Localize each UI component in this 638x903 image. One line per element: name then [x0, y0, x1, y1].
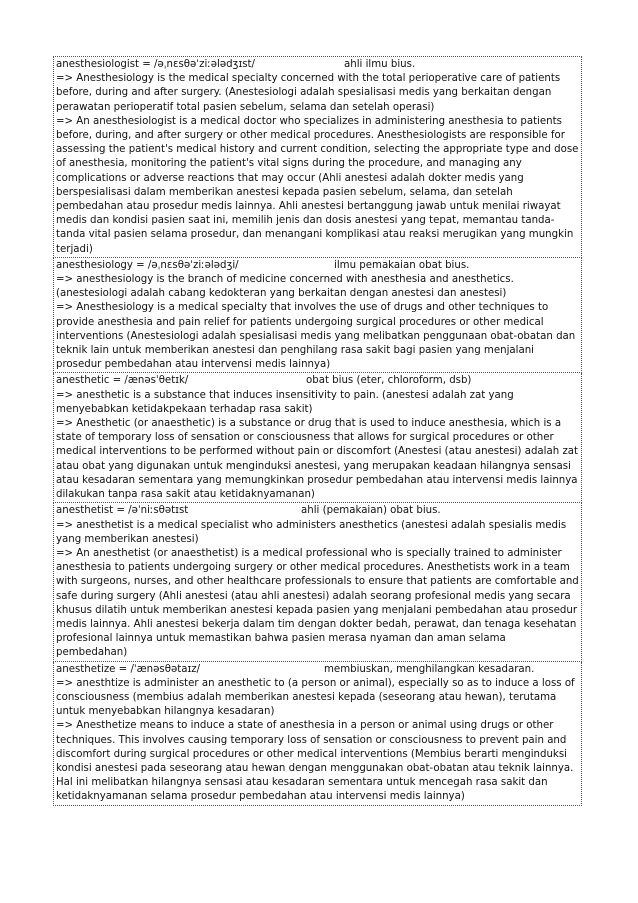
entry-definition: => Anesthesiology is the medical specialty concerned with the total perioperative care of patients before, during and after surgery. (Anestesiologi adalah spesialisasi medis yang berkaitan dengan perawatan perioperatif total pasien sebelum, selama dan setelah operasi) — [56, 73, 561, 113]
entry-meaning: ahli ilmu bius. — [344, 59, 416, 70]
entry-headline — [56, 504, 579, 518]
entry-explanation: => An anesthetist (or anaesthetist) is a medical professional who is specially trained to administer anesthesia to patients undergoing surgery or other medical procedures. Anesthetists work in a team with surgeons, nurses, and other healthcare professionals to ensure that patients are comfortable and safe during surgery (Ahli anestesi (atau ahli anestesi) adalah seorang profesional medis yang secara khusus dilatih untuk memberikan anestesi kepada pasien yang menjalani pembedahan atau prosedur medis lainnya. Ahli anestesi bekerja dalam tim dengan dokter bedah, perawat, dan tenaga kesehatan profesional lainnya untuk memastikan bahwa pasien merasa nyaman dan aman selama pembedahan) — [56, 547, 579, 659]
entry-meaning: ahli (pemakaian) obat bius. — [301, 505, 441, 517]
entry-meaning: membiuskan, menghilangkan kesadaran. — [324, 663, 535, 675]
entry-explanation: => Anesthetize means to induce a state of anesthesia in a person or animal using drugs or other techniques. This involves causing temporary loss of sensation or consciousness to prevent pain and discomfort during surgical procedures or other medical interventions (Membius berarti menginduksi kondisi anestesi pada seseorang atau hewan dengan menggunakan obat-obatan atau teknik lainnya. Hal ini melibatkan hilangnya sensasi atau kesadaran sementara untuk mencegah rasa sakit dan ketidaknyamanan selama prosedur pembedahan atau intervensi medis lainnya) — [56, 720, 574, 803]
entry-definition: => anesthetic is a substance that induces insensitivity to pain. (anestesi adalah zat yang menyebabkan ketidakpekaan terhadap rasa sakit) — [56, 389, 514, 415]
dictionary-page — [53, 56, 582, 806]
entry-headword: anesthesiologist = /əˌnɛsθəˈziːələdʒɪst/ — [56, 59, 255, 70]
entry-headword: anesthetist = /əˈniːsθətɪst — [56, 505, 189, 517]
dictionary-entry — [53, 662, 582, 806]
dictionary-entry — [53, 56, 582, 258]
entry-meaning: obat bius (eter, chloroform, dsb) — [306, 375, 472, 387]
dictionary-entry — [53, 503, 582, 661]
entry-headword: anesthetize = /ˈænəsθətaɪz/ — [56, 663, 201, 675]
entry-explanation: => Anesthetic (or anaesthetic) is a substance or drug that is used to induce anesthesia, which is a state of temporary loss of sensation or consciousness that allows for surgical procedures or other medical interventions to be performed without pain or discomfort (Anestesi (atau anestesi) adalah zat atau obat yang digunakan untuk menginduksi anestesi, yang merupakan keadaan hilangnya sensasi atau kesadaran sementara yang memungkinkan prosedur pembedahan atau intervensi medis lainnya dilakukan tanpa rasa sakit atau ketidaknyamanan) — [56, 418, 579, 501]
dictionary-entry — [53, 258, 582, 374]
entry-headline — [56, 58, 579, 72]
dictionary-entry — [53, 373, 582, 503]
entry-meaning: ilmu pemakaian obat bius. — [334, 259, 470, 271]
entry-definition: => anesthesiology is the branch of medicine concerned with anesthesia and anesthetics. (anestesiologi adalah cabang kedokteran yang berkaitan dengan anestesi dan anestesi) — [56, 274, 514, 300]
entry-explanation: => Anesthesiology is a medical specialty that involves the use of drugs and other techniques to provide anesthesia and pain relief for patients undergoing surgical procedures or other medical interventions (Anestesiologi adalah spesialisasi medis yang melibatkan penggunaan obat-obatan dan teknik lain untuk memberikan anestesi dan penghilang rasa sakit bagi pasien yang menjalani prosedur pembedahan atau intervensi medis lainnya) — [56, 302, 576, 371]
entry-headword: anesthesiology = /əˌnɛsθəˈziːələdʒi/ — [56, 259, 239, 271]
entry-headword: anesthetic = /ænəsˈθetɪk/ — [56, 375, 189, 387]
entry-definition: => anesthtize is administer an anesthetic to (a person or animal), especially so as to induce a loss of consciousness (membius adalah memberikan anestesi kepada (seseorang atau hewan), terutama untuk menyebabkan hilangnya kesadaran) — [56, 677, 575, 718]
entry-headline — [56, 663, 579, 677]
entry-headline — [56, 259, 579, 273]
entry-explanation: => An anesthesiologist is a medical doctor who specializes in administering anesthesia to patients before, during, and after surgery or other medical procedures. Anesthesiologists are responsible for assessing the patient's medical history and current condition, selecting the appropriate type and dose of anesthesia, monitoring the patient's vital signs during the procedure, and managing any complications or adverse reactions that may occur (Ahli anestesi adalah dokter medis yang berspesialisasi dalam memberikan anestesi kepada pasien sebelum, selama, dan setelah pembedahan atau prosedur medis lainnya. Ahli anestesi bertanggung jawab untuk menilai riwayat medis dan kondisi pasien saat ini, memilih jenis dan dosis anestesi yang tepat, memantau tanda-tanda vital pasien selama prosedur, dan menangani komplikasi atau reaksi merugikan yang mungkin terjadi) — [56, 115, 579, 255]
entry-definition: => anesthetist is a medical specialist who administers anesthetics (anestesi adalah spesialis medis yang memberikan anestesi) — [56, 519, 567, 545]
entry-headline — [56, 374, 579, 388]
